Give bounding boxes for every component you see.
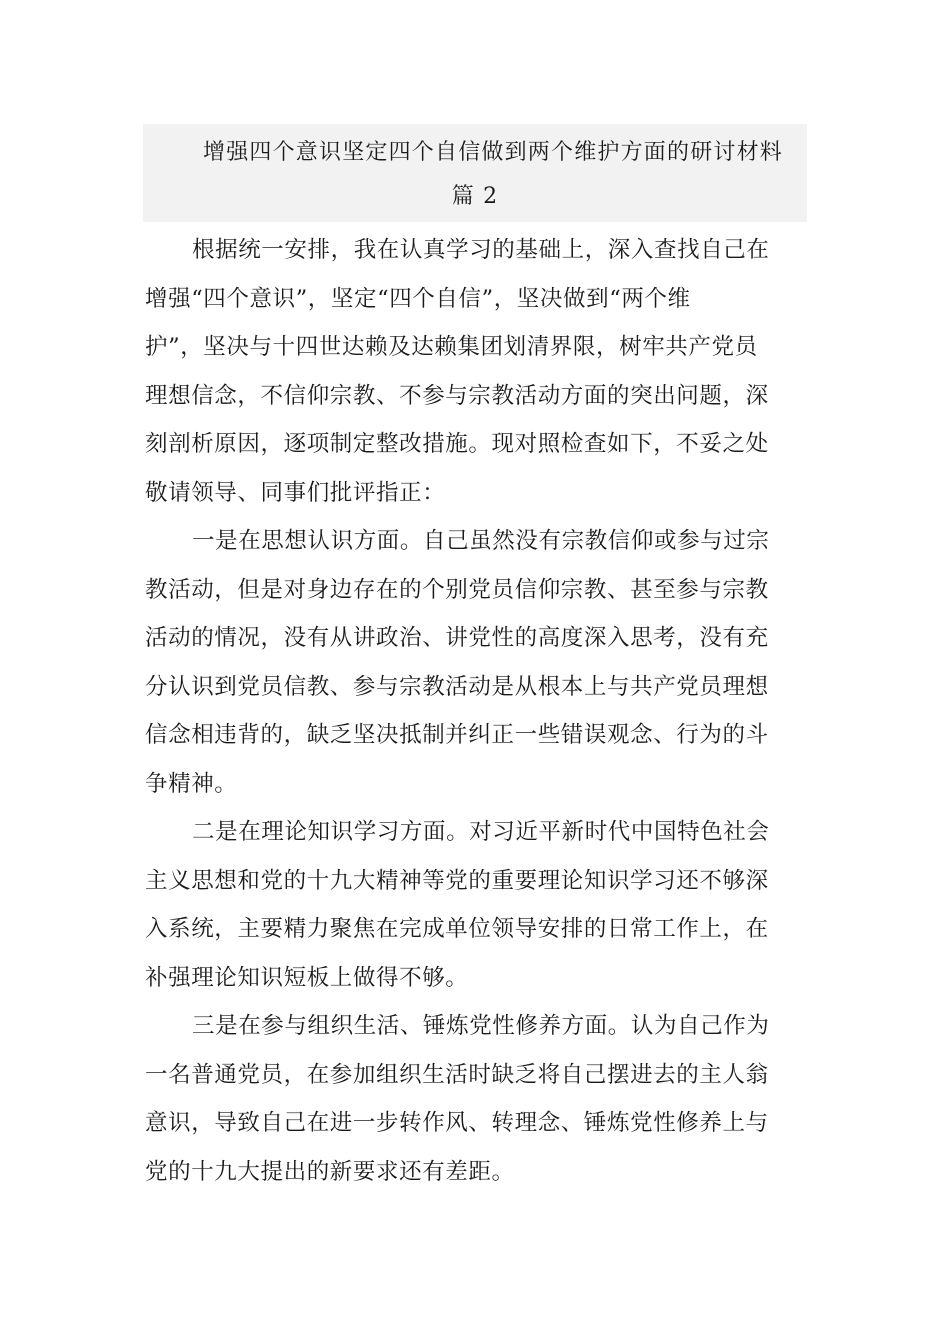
paragraph-line: 补强理论知识短板上做得不够。: [145, 964, 469, 991]
paragraph-line: 一是在思想认识方面。自己虽然没有宗教信仰或参与过宗: [192, 528, 770, 554]
paragraph-line: 入系统，主要精力聚焦在完成单位领导安排的日常工作上，在: [145, 916, 769, 942]
document-body: [145, 226, 805, 1196]
paragraph-line: 理想信念，不信仰宗教、不参与宗教活动方面的突出问题，深: [145, 382, 769, 409]
paragraph-line: 增强“四个意识”，坚定“四个自信”，坚决做到“两个维: [145, 285, 691, 312]
document-title: 增强四个意识坚定四个自信做到两个维护方面的研讨材料: [203, 140, 784, 165]
paragraph-line: 二是在理论知识学习方面。对习近平新时代中国特色社会: [192, 819, 770, 845]
paragraph-line: 根据统一安排，我在认真学习的基础上，深入查找自己在: [192, 237, 770, 263]
paragraph-line: 护”，坚决与十四世达赖及达赖集团划清界限，树牢共产党员: [145, 334, 758, 360]
document-subtitle: 篇 2: [451, 184, 499, 209]
title-block: [143, 124, 807, 222]
paragraph-line: 敬请领导、同事们批评指正：: [145, 479, 446, 506]
paragraph-line: 信念相违背的，缺乏坚决抵制并纠正一些错误观念、行为的斗: [145, 722, 769, 748]
paragraph-line: 活动的情况，没有从讲政治、讲党性的高度深入思考，没有充: [145, 625, 769, 651]
paragraph-line: 一名普通党员，在参加组织生活时缺乏将自己摆进去的主人翁: [145, 1061, 769, 1088]
paragraph-line: 分认识到党员信教、参与宗教活动是从根本上与共产党员理想: [145, 673, 769, 700]
paragraph-line: 党的十九大提出的新要求还有差距。: [145, 1158, 515, 1185]
paragraph-line: 意识，导致自己在进一步转作风、转理念、锤炼党性修养上与: [145, 1110, 769, 1136]
paragraph-line: 三是在参与组织生活、锤炼党性修养方面。认为自己作为: [192, 1013, 770, 1039]
paragraph-line: 教活动，但是对身边存在的个别党员信仰宗教、甚至参与宗教: [145, 576, 769, 603]
paragraph-line: 主义思想和党的十九大精神等党的重要理论知识学习还不够深: [145, 867, 769, 894]
paragraph-line: 刻剖析原因，逐项制定整改措施。现对照检查如下，不妥之处: [145, 431, 769, 457]
paragraph-line: 争精神。: [145, 770, 238, 797]
